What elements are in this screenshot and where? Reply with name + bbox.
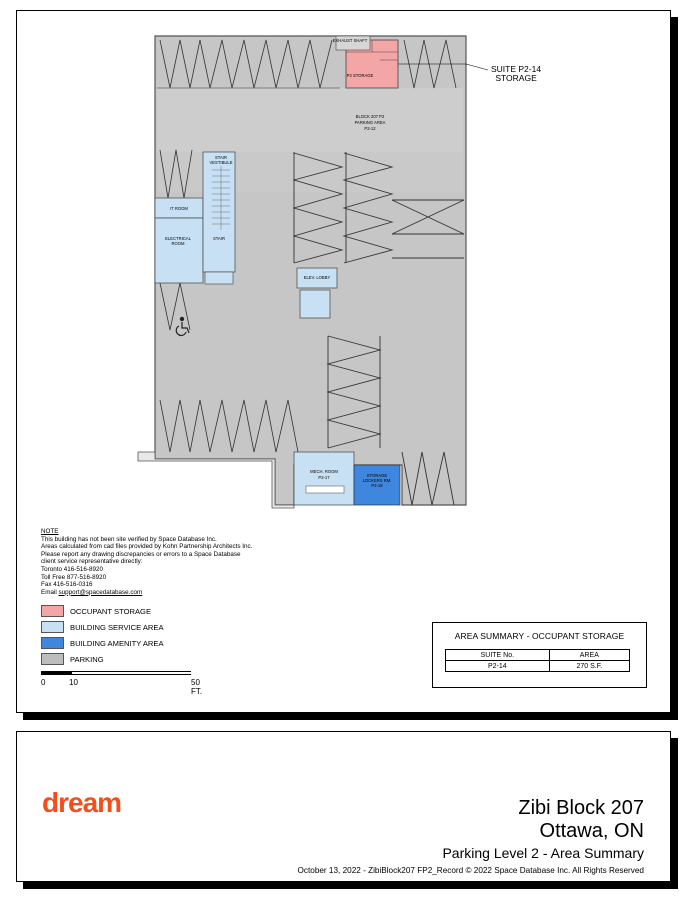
scale-label-10: 10 bbox=[69, 678, 78, 687]
legend-item-building-amenity bbox=[41, 635, 164, 651]
notes-line: Fax 416-516-0316 bbox=[41, 581, 93, 589]
legend-label: PARKING bbox=[70, 654, 104, 664]
storage-label-3: P2-18 bbox=[371, 483, 383, 488]
notes-line: Toll Free 877-516-8920 bbox=[41, 573, 107, 581]
notes-line: This building has not been site verified by Space Database Inc. bbox=[41, 535, 217, 543]
legend-item-occupant-storage bbox=[41, 603, 164, 619]
mech-room-label-2: P2-17 bbox=[318, 475, 330, 480]
notes-email-row bbox=[41, 589, 252, 597]
elev-lobby-label: ELEV. LOBBY bbox=[303, 275, 331, 280]
legend-swatch bbox=[41, 621, 64, 633]
electrical-label-1: ELECTRICAL bbox=[165, 236, 191, 241]
table-row bbox=[446, 661, 630, 672]
stair-label: STAIR bbox=[214, 155, 228, 160]
it-room-label: IT ROOM bbox=[170, 206, 188, 211]
parking-area-label-1: BLOCK 207 P2 bbox=[355, 114, 385, 119]
legend-swatch bbox=[41, 637, 64, 649]
notes-line: Please report any drawing discrepancies or errors to a Space Database bbox=[41, 550, 241, 558]
exhaust-shaft-label: EXHAUST SHAFT bbox=[332, 38, 368, 43]
ramp-strip bbox=[138, 452, 294, 508]
legend-label: BUILDING SERVICE AREA bbox=[70, 622, 164, 632]
legend-item-building-service bbox=[41, 619, 164, 635]
scale-label-50: 50 FT. bbox=[191, 678, 203, 696]
email-link[interactable]: support@spacedatabase.com bbox=[58, 588, 143, 596]
stair-landing bbox=[205, 272, 233, 284]
drive-aisle bbox=[157, 88, 463, 152]
notes-line: Areas calculated from cad files provided by Kohn Partnership Architects Inc. bbox=[41, 543, 253, 551]
table-header-area: AREA bbox=[549, 650, 629, 661]
email-label: Email bbox=[41, 588, 57, 596]
elevator-shaft bbox=[300, 290, 330, 318]
legend-label: OCCUPANT STORAGE bbox=[70, 606, 152, 616]
dream-logo: dream bbox=[42, 787, 122, 818]
suite-annotation-line-2: STORAGE bbox=[495, 73, 537, 83]
city-name: Ottawa, ON bbox=[539, 820, 644, 842]
electrical-label-2: ROOM bbox=[171, 241, 185, 246]
area-summary-title: AREA SUMMARY - OCCUPANT STORAGE bbox=[454, 631, 625, 641]
electrical-room bbox=[155, 218, 203, 283]
scale-bar-line bbox=[41, 671, 191, 675]
legend-item-parking bbox=[41, 651, 164, 667]
drawing-title: Parking Level 2 - Area Summary bbox=[442, 845, 644, 861]
notes-line: Toronto 416-516-8920 bbox=[41, 565, 103, 573]
storage-label-2: LOCKERS RM. bbox=[362, 478, 392, 483]
notes-block bbox=[41, 528, 252, 596]
vestibule-label: VESTIBULE bbox=[209, 160, 233, 165]
area-summary-table bbox=[445, 649, 630, 672]
legend-swatch bbox=[41, 605, 64, 617]
scale-bar bbox=[41, 668, 203, 696]
notes-heading: NOTE bbox=[41, 528, 59, 535]
table-header-suite: SUITE No. bbox=[446, 650, 550, 661]
notes-line: client service representative directly: bbox=[41, 558, 143, 566]
stair-2-label: STAIR bbox=[212, 236, 226, 241]
suite-annotation bbox=[491, 65, 541, 83]
table-header-row bbox=[446, 650, 630, 661]
legend-label: BUILDING AMENITY AREA bbox=[70, 638, 164, 648]
scale-label-0: 0 bbox=[41, 678, 46, 687]
mech-room-label-1: MECH. ROOM bbox=[310, 469, 338, 474]
parking-area-label-3: P2-12 bbox=[364, 126, 376, 131]
legend-swatch bbox=[41, 653, 64, 665]
parking-area-label-2: PARKING AREA bbox=[354, 120, 386, 125]
storage-label-1: STORAGE bbox=[366, 473, 388, 478]
table-cell-area: 270 S.F. bbox=[549, 661, 629, 672]
p2-storage-label: P2 STORAGE bbox=[346, 73, 374, 78]
legend bbox=[41, 603, 164, 667]
area-summary-box bbox=[432, 622, 647, 688]
footer-copyright: October 13, 2022 - ZibiBlock207 FP2_Record © 2022 Space Database Inc. All Rights Reserved bbox=[297, 866, 644, 875]
table-cell-suite: P2-14 bbox=[446, 661, 550, 672]
building-name: Zibi Block 207 bbox=[518, 797, 644, 819]
suite-annotation-line-1: SUITE P2-14 bbox=[491, 64, 542, 74]
